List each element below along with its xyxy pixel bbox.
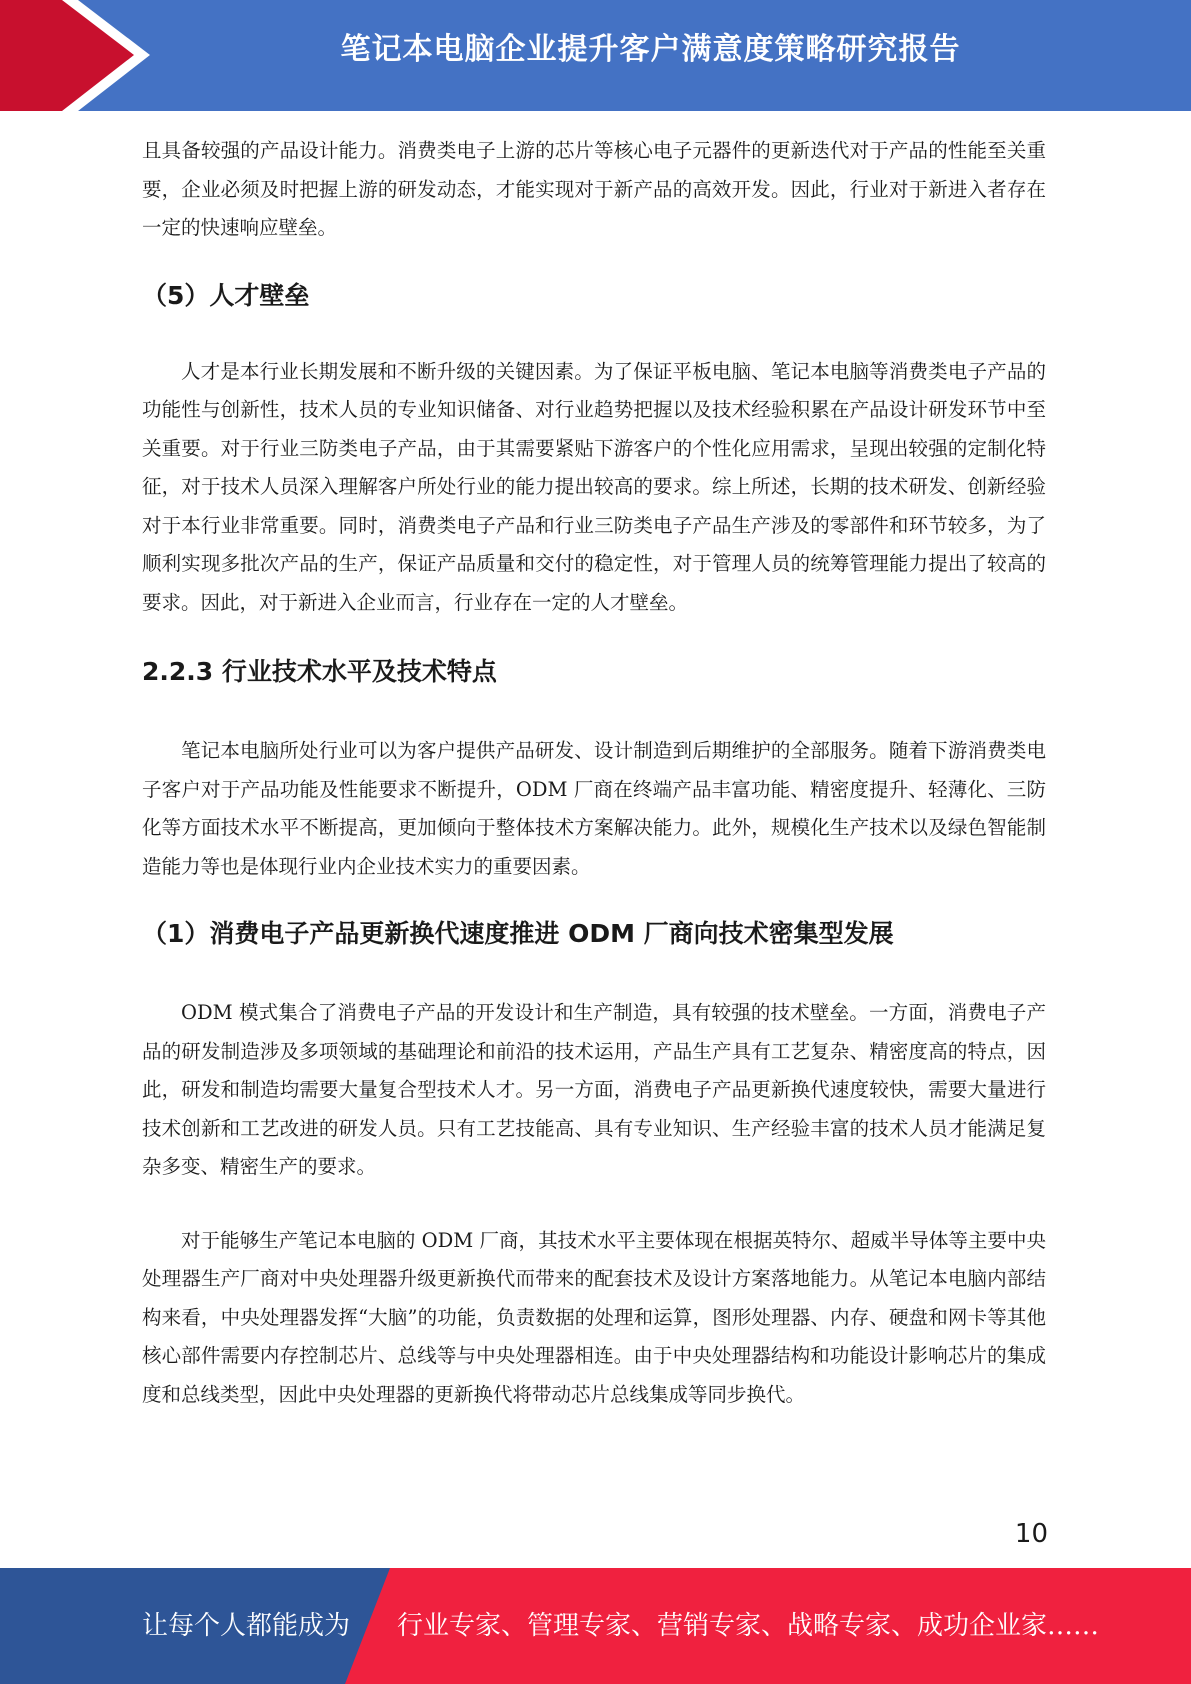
header-title: 笔记本电脑企业提升客户满意度策略研究报告 [340, 32, 961, 67]
page-number: 10 [1014, 1519, 1048, 1549]
heading-talent-barrier: （5）人才壁垒 [142, 280, 310, 310]
footer-slogan-left: 让每个人都能成为 [142, 1611, 351, 1641]
paragraph-technology-level: 笔记本电脑所处行业可以为客户提供产品研发、设计制造到后期维护的全部服务。随着下游消费类电子客户对于产品功能及性能要求不断提升，ODM 厂商在终端产品丰富功能、精密度提升、轻薄化、三防化等方面技术水平不断提高，更加倾向于整体技术方案解决能力。此外，规模化生产技术以及绿色智能制造能力等也是体现行业内企业技术实力的重要因素。 [142, 739, 1046, 878]
heading-odm-development: （1）消费电子产品更新换代速度推进 ODM 厂商向技术密集型发展 [142, 919, 894, 948]
page-footer [0, 1568, 1191, 1684]
document-body [142, 132, 1046, 1414]
paragraph-intro: 且具备较强的产品设计能力。消费类电子上游的芯片等核心电子元器件的更新迭代对于产品的性能至关重要，企业必须及时把握上游的研发动态，才能实现对于新产品的高效开发。因此，行业对于新进入者存在一定的快速响应壁垒。 [142, 139, 1046, 239]
paragraph-odm-cpu: 对于能够生产笔记本电脑的 ODM 厂商，其技术水平主要体现在根据英特尔、超威半导体等主要中央处理器生产厂商对中央处理器升级更新换代而带来的配套技术及设计方案落地能力。从笔记本电脑内部结构来看，中央处理器发挥“大脑”的功能，负责数据的处理和运算，图形处理器、内存、硬盘和网卡等其他核心部件需要内存控制芯片、总线等与中央处理器相连。由于中央处理器结构和功能设计影响芯片的集成度和总线类型，因此中央处理器的更新换代将带动芯片总线集成等同步换代。 [142, 1228, 1046, 1406]
page-header [0, 0, 1191, 111]
heading-section-2-2-3: 2.2.3 行业技术水平及技术特点 [142, 657, 497, 686]
paragraph-talent-barrier: 人才是本行业长期发展和不断升级的关键因素。为了保证平板电脑、笔记本电脑等消费类电子产品的功能性与创新性，技术人员的专业知识储备、对行业趋势把握以及技术经验积累在产品设计研发环节中至关重要。对于行业三防类电子产品，由于其需要紧贴下游客户的个性化应用需求，呈现出较强的定制化特征，对于技术人员深入理解客户所处行业的能力提出较高的要求。综上所述，长期的技术研发、创新经验对于本行业非常重要。同时，消费类电子产品和行业三防类电子产品生产涉及的零部件和环节较多，为了顺利实现多批次产品的生产，保证产品质量和交付的稳定性，对于管理人员的统筹管理能力提出了较高的要求。因此，对于新进入企业而言，行业存在一定的人才壁垒。 [142, 359, 1046, 614]
footer-slogan-right: 行业专家、管理专家、营销专家、战略专家、成功企业家…… [397, 1611, 1100, 1641]
header-chevron-decoration [0, 0, 150, 111]
paragraph-odm-model: ODM 模式集合了消费电子产品的开发设计和生产制造，具有较强的技术壁垒。一方面，消费电子产品的研发制造涉及多项领域的基础理论和前沿的技术运用，产品生产具有工艺复杂、精密度高的特点，因此，研发和制造均需要大量复合型技术人才。另一方面，消费电子产品更新换代速度较快，需要大量进行技术创新和工艺改进的研发人员。只有工艺技能高、具有专业知识、生产经验丰富的技术人员才能满足复杂多变、精密生产的要求。 [142, 1001, 1046, 1178]
